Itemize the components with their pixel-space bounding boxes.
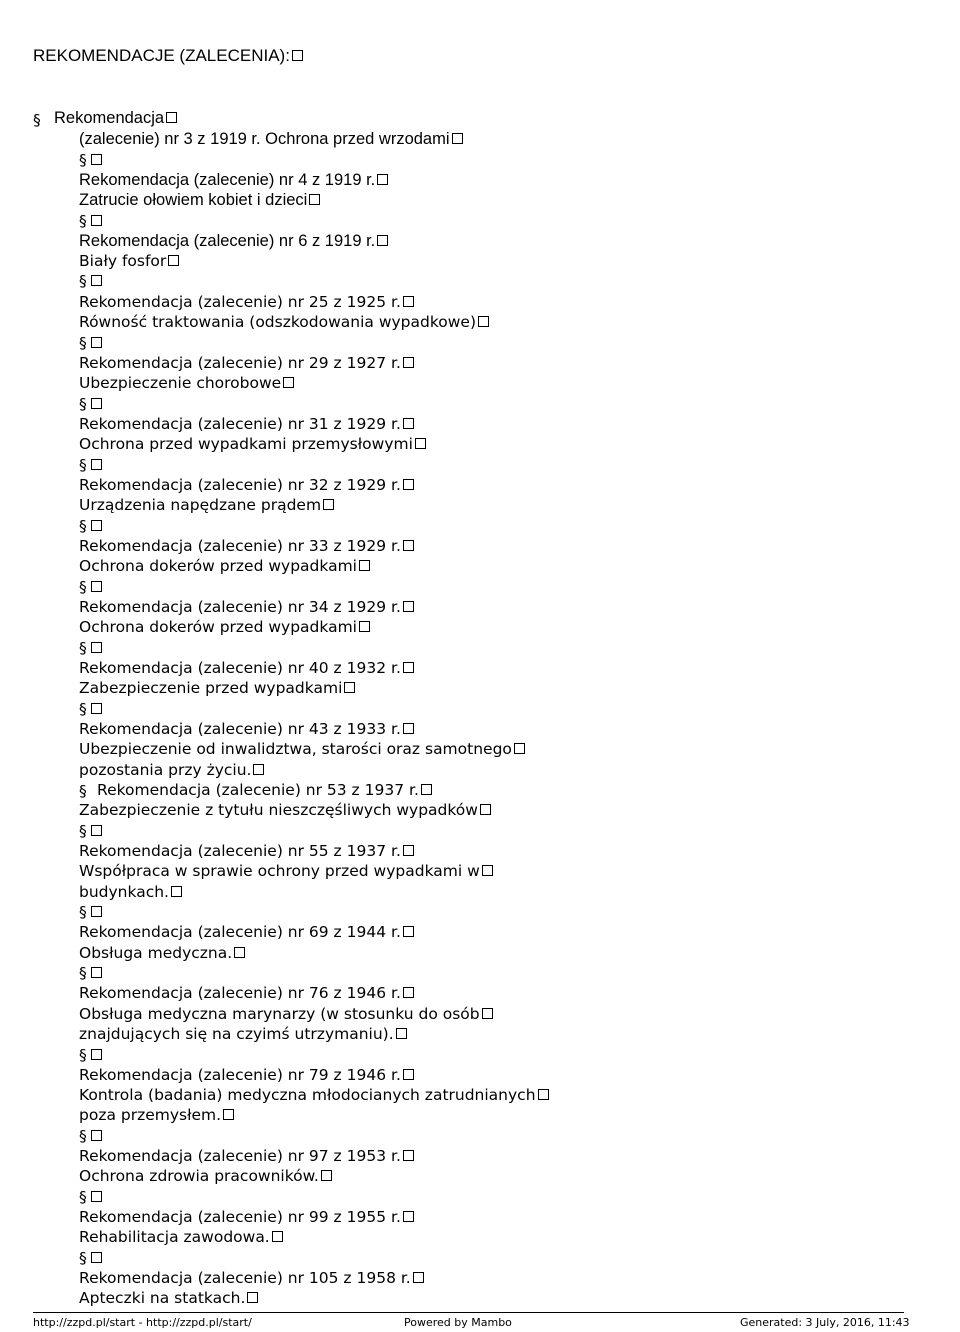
missing-glyph-box [91,1252,102,1263]
missing-glyph-box [321,1170,332,1181]
missing-glyph-box [91,1130,102,1141]
list-line [79,1024,407,1044]
list-line [79,1065,414,1085]
footer-powered[interactable]: Powered by Mambo [404,1316,512,1329]
section-marker [79,1126,102,1146]
missing-glyph-box [415,438,426,449]
list-line [79,1146,414,1166]
list-line-text: Rekomendacja (zalecenie) nr 40 z 1932 r. [79,659,401,677]
list-line [79,312,489,332]
list-line-text: pozostania przy życiu. [79,761,252,779]
list-line-text: Ochrona dokerów przed wypadkami [79,557,357,575]
list-line-text: Rekomendacja (zalecenie) nr 43 z 1933 r. [79,720,401,738]
section-sign: § [33,111,41,129]
missing-glyph-box [403,540,414,551]
list-line-text: Obsługa medyczna marynarzy (w stosunku do osób [79,1005,480,1023]
list-line-text: Rekomendacja (zalecenie) nr 53 z 1937 r. [97,781,419,799]
section-sign: § [79,1188,87,1206]
missing-glyph-box [234,947,245,958]
missing-glyph-box [403,296,414,307]
section-sign: § [79,272,87,290]
section-sign: § [79,517,87,535]
list-line-text: Urządzenia napędzane prądem [79,496,322,514]
section-marker [79,333,102,353]
list-line [79,841,414,861]
section-sign: § [79,822,87,840]
list-line-text: Zabezpieczenie z tytułu nieszczęśliwych wypadków [79,801,478,819]
missing-glyph-box [403,479,414,490]
section-marker [79,1248,102,1268]
missing-glyph-box [91,215,102,226]
missing-glyph-box [91,642,102,653]
list-line [79,129,463,149]
list-line [79,1166,332,1186]
missing-glyph-box [283,377,294,388]
list-line [79,170,388,190]
missing-glyph-box [91,967,102,978]
missing-glyph-box [91,906,102,917]
list-line-text: Ochrona zdrowia pracowników. [79,1167,319,1185]
missing-glyph-box [91,154,102,165]
missing-glyph-box [91,1191,102,1202]
list-line [79,414,414,434]
list-line-text: Rekomendacja (zalecenie) nr 34 z 1929 r. [79,598,401,616]
list-line-text: Rekomendacja (zalecenie) nr 29 z 1927 r. [79,354,401,372]
section-sign: § [79,151,87,169]
page-heading [33,46,303,66]
missing-glyph-box [403,926,414,937]
list-line-text: Ochrona dokerów przed wypadkami [79,618,357,636]
list-line-text: Rekomendacja (zalecenie) nr 99 z 1955 r. [79,1208,401,1226]
list-line-text: poza przemysłem. [79,1106,222,1124]
list-line-text: Rekomendacja (zalecenie) nr 79 z 1946 r. [79,1066,401,1084]
missing-glyph-box [91,703,102,714]
section-marker [79,577,102,597]
list-line-text: Ochrona przed wypadkami przemysłowymi [79,435,413,453]
list-line [79,861,493,881]
missing-glyph-box [403,601,414,612]
section-sign: § [79,782,87,800]
list-line [79,760,264,780]
list-line [79,597,414,617]
section-sign: § [79,456,87,474]
list-line-text: Rekomendacja (zalecenie) nr 25 z 1925 r. [79,293,401,311]
section-marker [79,821,102,841]
missing-glyph-box [91,520,102,531]
list-line [79,475,414,495]
missing-glyph-box [403,1150,414,1161]
list-line-text: (zalecenie) nr 3 z 1919 r. Ochrona przed wrzodami [79,130,450,148]
missing-glyph-box [171,886,182,897]
missing-glyph-box [478,316,489,327]
list-line [79,800,491,820]
section-sign: § [79,639,87,657]
section-marker [79,211,102,231]
missing-glyph-box [452,133,463,144]
list-line [79,190,320,210]
list-line [79,231,388,251]
missing-glyph-box [309,194,320,205]
list-line [79,617,370,637]
missing-glyph-box [403,662,414,673]
list-line-text: znajdujących się na czyimś utrzymaniu). [79,1025,394,1043]
list-line-text: Zatrucie ołowiem kobiet i dzieci [79,191,308,209]
missing-glyph-box [403,845,414,856]
missing-glyph-box [480,804,491,815]
list-line-text: budynkach. [79,883,169,901]
list-line-text: Rekomendacja (zalecenie) nr 4 z 1919 r. [79,171,376,189]
list-line-text: Rekomendacja (zalecenie) nr 31 z 1929 r. [79,415,401,433]
missing-glyph-box [247,1292,258,1303]
list-line-text: Zabezpieczenie przed wypadkami [79,679,343,697]
list-line [79,983,414,1003]
section-marker [79,394,102,414]
missing-glyph-box [323,499,334,510]
list-line-text: Obsługa medyczna. [79,944,233,962]
missing-glyph-box [91,1049,102,1060]
section-sign: § [79,212,87,230]
missing-glyph-box [223,1109,234,1120]
missing-glyph-box [359,560,370,571]
missing-glyph-box [482,1008,493,1019]
list-line-text: Apteczki na statkach. [79,1289,246,1307]
missing-glyph-box [396,1028,407,1039]
list-line [79,251,179,271]
missing-glyph-box [403,418,414,429]
list-line [79,353,414,373]
list-line [79,556,370,576]
missing-glyph-box [292,50,303,61]
list-line [79,1105,234,1125]
list-line-text: Rekomendacja (zalecenie) nr 55 z 1937 r. [79,842,401,860]
footer-generated: Generated: 3 July, 2016, 11:43 [740,1316,910,1329]
list-line [79,678,355,698]
list-line [79,739,525,759]
missing-glyph-box [91,337,102,348]
section-sign: § [79,578,87,596]
list-line-text: Ubezpieczenie chorobowe [79,374,282,392]
section-marker [79,271,102,291]
list-line-text: Ubezpieczenie od inwalidztwa, starości oraz samotnego [79,740,512,758]
section-marker [79,699,102,719]
missing-glyph-box [377,174,388,185]
list-line-text: Równość traktowania (odszkodowania wypadkowe) [79,313,477,331]
list-line-text: Rekomendacja (zalecenie) nr 76 z 1946 r. [79,984,401,1002]
list-line [79,536,414,556]
page-heading-text: REKOMENDACJE (ZALECENIA): [33,46,290,65]
missing-glyph-box [359,621,370,632]
section-sign: § [79,700,87,718]
section-sign: § [79,903,87,921]
list-line-text: Kontrola (badania) medyczna młodocianych zatrudnianych [79,1086,536,1104]
missing-glyph-box [403,987,414,998]
list-line [54,108,177,128]
footer-url[interactable]: http://zzpd.pl/start - http://zzpd.pl/start/ [33,1316,252,1329]
list-line-text: Rekomendacja [54,109,165,127]
section-sign: § [79,1046,87,1064]
list-line [79,1268,424,1288]
missing-glyph-box [91,459,102,470]
missing-glyph-box [168,255,179,266]
missing-glyph-box [538,1089,549,1100]
list-line-text: Biały fosfor [79,252,167,270]
missing-glyph-box [166,112,177,123]
list-line [79,1207,414,1227]
list-line-text: Rekomendacja (zalecenie) nr 105 z 1958 r. [79,1269,411,1287]
list-line-text: Współpraca w sprawie ochrony przed wypadkami w [79,862,480,880]
missing-glyph-box [413,1272,424,1283]
missing-glyph-box [514,743,525,754]
list-line [79,882,182,902]
missing-glyph-box [272,1231,283,1242]
missing-glyph-box [91,275,102,286]
list-line [79,1288,258,1308]
missing-glyph-box [403,1069,414,1080]
section-sign: § [79,334,87,352]
section-marker [79,963,102,983]
list-line [79,373,294,393]
missing-glyph-box [482,865,493,876]
list-line [79,719,414,739]
list-line-text: Rekomendacja (zalecenie) nr 97 z 1953 r. [79,1147,401,1165]
section-marker [79,1187,102,1207]
list-line [79,292,414,312]
list-line-text: Rehabilitacja zawodowa. [79,1228,270,1246]
missing-glyph-box [421,784,432,795]
section-sign: § [79,964,87,982]
list-line [79,434,426,454]
list-line [79,922,414,942]
section-marker [79,902,102,922]
list-line [79,1004,493,1024]
section-marker [79,638,102,658]
missing-glyph-box [91,825,102,836]
footer-rule [33,1312,904,1313]
missing-glyph-box [377,235,388,246]
list-line [97,780,432,800]
list-line-text: Rekomendacja (zalecenie) nr 69 z 1944 r. [79,923,401,941]
section-marker [79,1045,102,1065]
list-line [79,495,334,515]
section-sign: § [79,1127,87,1145]
list-line [79,1227,283,1247]
section-marker [79,455,102,475]
missing-glyph-box [91,581,102,592]
list-line [79,943,245,963]
section-sign: § [79,395,87,413]
missing-glyph-box [403,357,414,368]
missing-glyph-box [403,723,414,734]
list-line-text: Rekomendacja (zalecenie) nr 33 z 1929 r. [79,537,401,555]
section-marker [79,150,102,170]
list-line [79,1085,549,1105]
missing-glyph-box [91,398,102,409]
section-marker [79,516,102,536]
missing-glyph-box [253,764,264,775]
list-line [79,658,414,678]
missing-glyph-box [344,682,355,693]
list-line-text: Rekomendacja (zalecenie) nr 32 z 1929 r. [79,476,401,494]
section-sign: § [79,1249,87,1267]
list-line-text: Rekomendacja (zalecenie) nr 6 z 1919 r. [79,232,376,250]
missing-glyph-box [403,1211,414,1222]
